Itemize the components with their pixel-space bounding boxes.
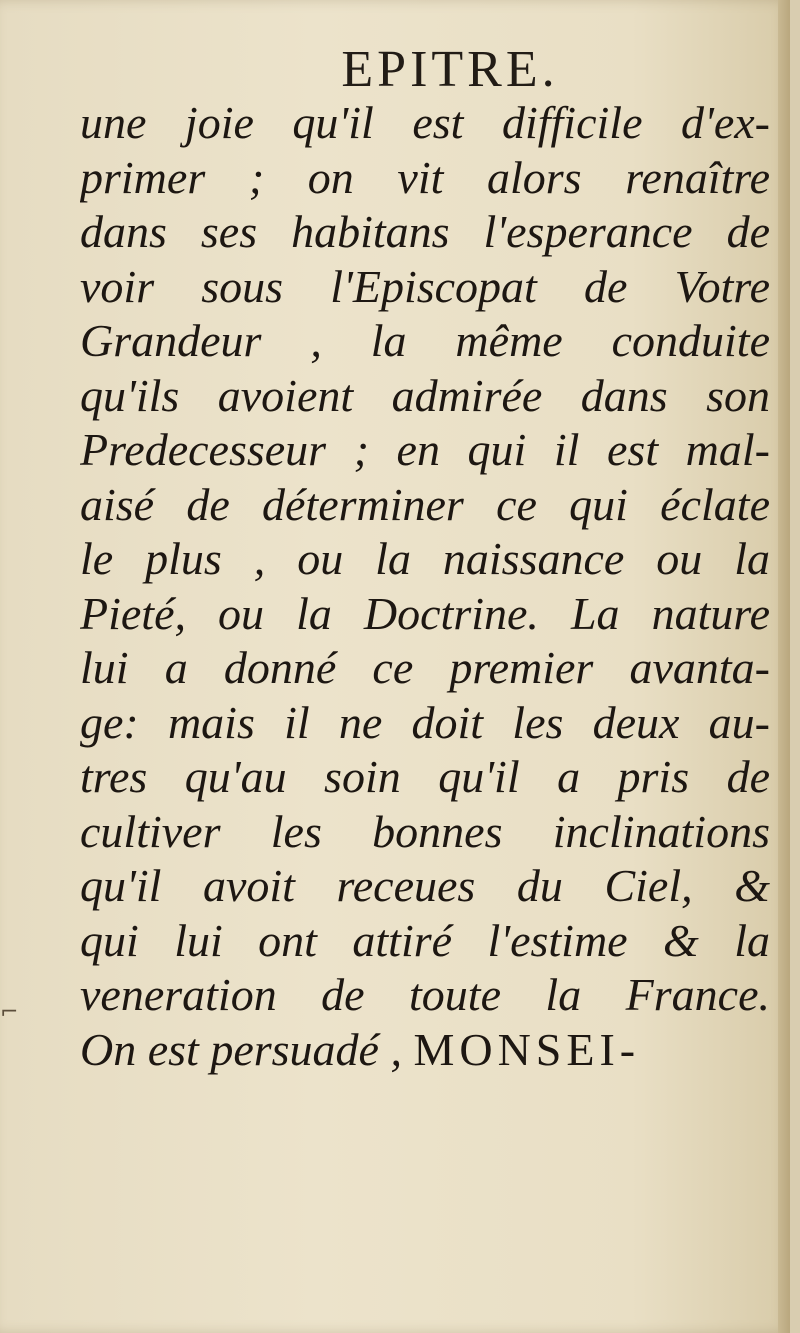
text-line: veneration de toute la France. xyxy=(80,969,770,1020)
text-line: cultiver les bonnes inclinations xyxy=(80,805,770,857)
text-line: primer ; on vit alors renaître xyxy=(80,151,770,203)
text-line: aisé de déterminer ce qui éclate xyxy=(80,478,770,530)
text-line: voir sous l'Episcopat de Votre xyxy=(80,260,770,312)
text-line: le plus , ou la naissance ou la xyxy=(80,533,770,584)
text-line: tres qu'au soin qu'il a pris de xyxy=(80,751,770,802)
running-head: EPITRE. xyxy=(341,41,559,98)
text-line: Predecesseur ; en qui il est mal- xyxy=(80,424,770,475)
text-line: ge: mais il ne doit les deux au- xyxy=(80,696,770,748)
final-line-text: On est persuadé , xyxy=(80,1023,402,1075)
text-line: Grandeur , la même conduite xyxy=(80,315,770,366)
text-line: qu'il avoit receues du Ciel, & xyxy=(80,860,770,911)
text-line-last xyxy=(80,1023,770,1078)
body-text xyxy=(80,96,780,1077)
text-line: une joie qu'il est difficile d'ex- xyxy=(80,97,770,148)
text-line: qu'ils avoient admirée dans son xyxy=(80,369,770,421)
text-line: lui a donné ce premier avanta- xyxy=(80,642,770,693)
text-line: Pieté, ou la Doctrine. La nature xyxy=(80,587,770,639)
text-line: qui lui ont attiré l'estime & la xyxy=(80,914,770,966)
text-line: dans ses habitans l'esperance de xyxy=(80,206,770,257)
page-mark-icon: ⌐ xyxy=(0,1000,19,1025)
catchword: MONSEI- xyxy=(413,1023,641,1075)
